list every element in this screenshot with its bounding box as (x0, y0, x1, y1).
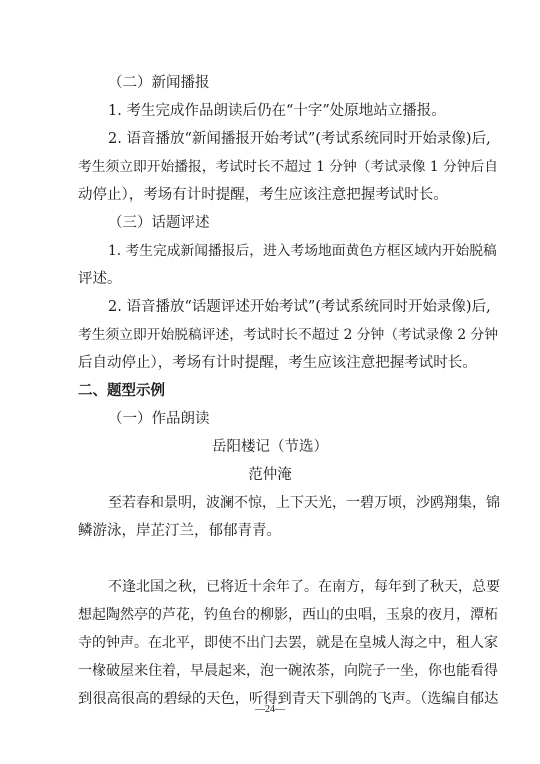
section-heading-news: （二）新闻播报 (108, 75, 210, 91)
excerpt-line: 到很高很高的碧绿的天色，听得到青天下驯鸽的飞声。（选编自郁达 (78, 691, 499, 707)
excerpt-line: 至若春和景明，波澜不惊，上下天光，一碧万顷，沙鸥翔集，锦 (108, 495, 500, 511)
section-heading-examples: 二、题型示例 (78, 383, 165, 399)
excerpt-line: 寺的钟声。在北平，即使不出门去罢，就是在皇城人海之中，租人家 (78, 635, 498, 651)
excerpt-line: 不逢北国之秋，已将近十余年了。在南方，每年到了秋天，总要 (108, 579, 500, 595)
paragraph-line: 2. 语音播放“话题评述开始考试”(考试系统同时开始录像)后, (108, 299, 491, 315)
paragraph-line: 评述。 (78, 271, 122, 287)
paragraph-line: 1. 考生完成新闻播报后，进入考场地面黄色方框区域内开始脱稿 (108, 243, 497, 259)
section-heading-topic: （三）话题评述 (108, 215, 210, 231)
work-author: 范仲淹 (248, 467, 292, 483)
excerpt-line: 鳞游泳，岸芷汀兰，郁郁青青。 (78, 523, 281, 539)
paragraph-line: 考生须立即开始脱稿评述，考试时长不超过 2 分钟（考试录像 2 分钟 (78, 327, 498, 343)
work-title: 岳阳楼记（节选） (212, 439, 328, 455)
subsection-heading-reading: （一）作品朗读 (108, 411, 210, 427)
paragraph-line: 后自动停止），考场有计时提醒，考生应该注意把握考试时长。 (78, 355, 477, 371)
excerpt-line: 一椽破屋来住着，早晨起来，泡一碗浓茶，向院子一坐，你也能看得 (78, 663, 498, 679)
paragraph-line: 动停止），考场有计时提醒，考生应该注意把握考试时长。 (78, 187, 448, 203)
excerpt-line: 想起陶然亭的芦花，钓鱼台的柳影，西山的虫唱，玉泉的夜月，潭柘 (78, 607, 498, 623)
paragraph-line: 2. 语音播放“新闻播报开始考试”(考试系统同时开始录像)后, (108, 131, 491, 147)
page-number: —24— (255, 704, 285, 715)
paragraph-line: 考生须立即开始播报，考试时长不超过 1 分钟（考试录像 1 分钟后自 (78, 159, 498, 175)
paragraph-line: 1. 考生完成作品朗读后仍在“十字”处原地站立播报。 (108, 103, 446, 119)
